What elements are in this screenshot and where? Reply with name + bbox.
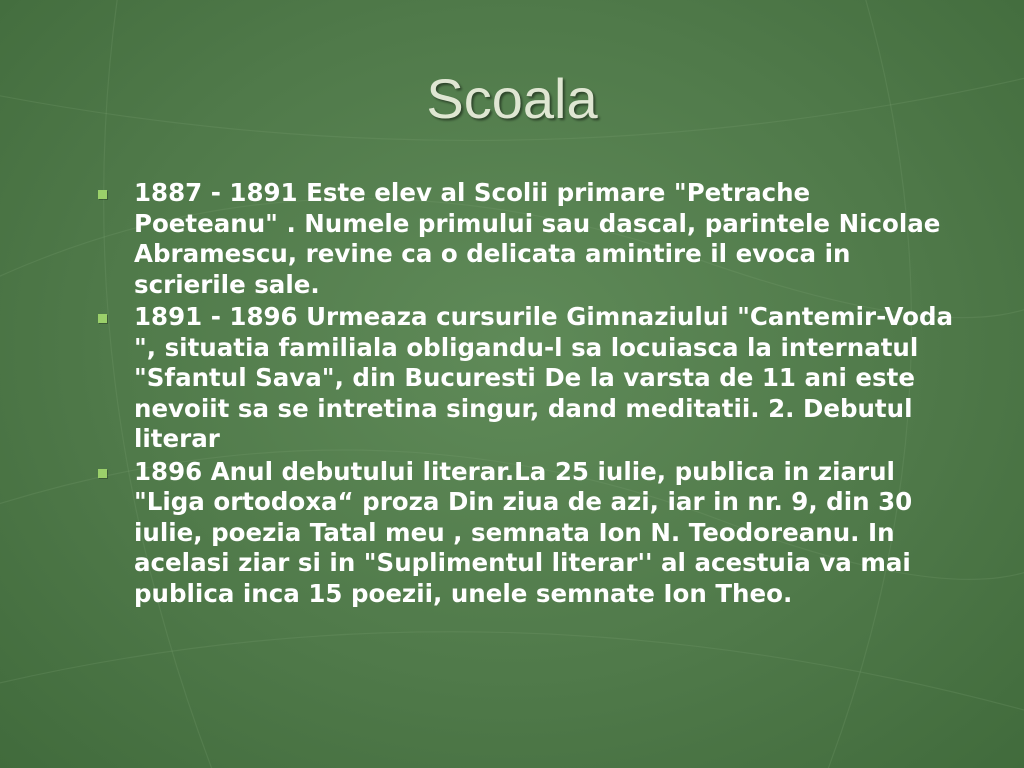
bullet-list	[95, 178, 955, 611]
square-bullet-icon	[98, 314, 107, 323]
list-item	[95, 457, 955, 610]
square-bullet-icon	[98, 469, 107, 478]
list-item	[95, 302, 955, 455]
list-item-text: 1887 - 1891 Este elev al Scolii primare "Petrache Poeteanu" . Numele primului sau dascal, parintele Nicolae Abramescu, revine ca o delicata amintire il evoca in scrierile sale.	[134, 178, 941, 299]
list-item-text: 1891 - 1896 Urmeaza cursurile Gimnaziului "Cantemir-Voda ", situatia familiala obligandu-l sa locuiasca la internatul "Sfantul Sava", din Bucuresti De la varsta de 11 ani este nevoiit sa se intretina singur, dand meditatii. 2. Debutul literar	[134, 302, 954, 453]
list-item	[95, 178, 955, 300]
slide-title: Scoala	[426, 67, 598, 130]
list-item-text: 1896 Anul debutului literar.La 25 iulie, publica in ziarul "Liga ortodoxa“ proza Din ziua de azi, iar in nr. 9, din 30 iulie, poezia Tatal meu , semnata Ion N. Teodoreanu. In acelasi ziar si in "Suplimentul literar'' al acestuia va mai publica inca 15 poezii, unele semnate Ion Theo.	[134, 456, 913, 608]
square-bullet-icon	[98, 190, 107, 199]
